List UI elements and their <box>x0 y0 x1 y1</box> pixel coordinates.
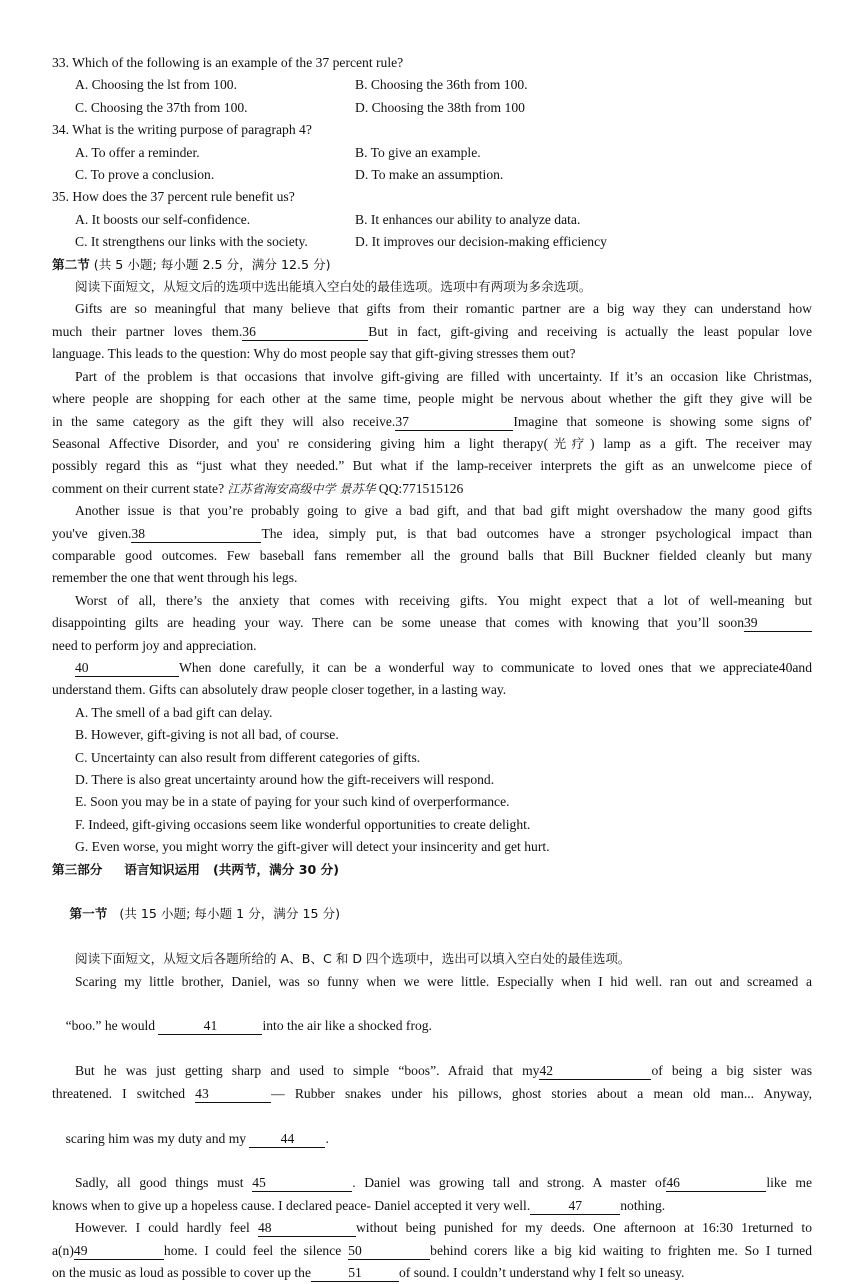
passage-line: remember the one that went through his legs. <box>52 570 298 586</box>
blank-46: 46 <box>666 1175 766 1192</box>
option-e: E. Soon you may be in a state of paying for your such kind of overperformance. <box>75 794 510 810</box>
question-33: 33. Which of the following is an example of the 37 percent rule? <box>52 55 404 70</box>
passage-line: Seasonal Affective Disorder, and you' re considering giving him a light therapy(光疗) lamp as a gift. The receiver may <box>52 435 812 451</box>
q33-options-row2 <box>52 97 812 119</box>
q35-option-b: B. It enhances our ability to analyze data. <box>355 211 581 227</box>
passage-line: threatened. I switched 43 — Rubber snakes under his pillows, ghost stories about a mean old man... Anyway, <box>52 1085 812 1101</box>
blank-39: 39 <box>744 615 812 632</box>
passage-line: possibly regard this as “just what they needed.” But what if the lamp-receiver interprets the gift as an unwelcome piece of <box>52 458 812 474</box>
q35-option-a: A. It boosts our self-confidence. <box>75 211 251 227</box>
passage-line: scaring him was my duty and my 44 . <box>65 1130 329 1146</box>
q34-option-c: C. To prove a conclusion. <box>75 167 215 183</box>
option-b: B. However, gift-giving is not all bad, of course. <box>75 727 339 743</box>
passage-line: disappointing gilts are heading your way. There can be some unease that comes with knowing that you’ll soon39 <box>52 612 812 634</box>
passage-line: you've given.38 The idea, simply put, is that bad outcomes have a stronger psychological impact than <box>52 525 812 541</box>
blank-47: 47 <box>530 1198 620 1215</box>
q35-option-d: D. It improves our decision-making efficiency <box>355 234 607 250</box>
section-3-1-instructions: 阅读下面短文，从短文后各题所给的 A、B、C 和 D 四个选项中，选出可以填入空白处的最佳选项。 <box>75 951 631 967</box>
passage-line: a(n)49 home. I could feel the silence 50 behind corers like a big kid waiting to frighten me. So I turned <box>52 1242 812 1258</box>
passage-line: on the music as loud as possible to cover up the 51 of sound. I couldn’t understand why I felt so uneasy. <box>52 1264 685 1280</box>
q33-options-row1 <box>52 74 812 96</box>
q34-option-d: D. To make an assumption. <box>355 167 504 183</box>
passage-line: Scaring my little brother, Daniel, was so funny when we were little. Especially when I hid well. ran out and screamed a <box>75 973 812 989</box>
blank-41: 41 <box>158 1018 262 1035</box>
blank-40: 40 <box>75 660 179 677</box>
q35-options-row2 <box>52 231 812 253</box>
blank-38: 38 <box>131 526 261 543</box>
question-35: 35. How does the 37 percent rule benefit us? <box>52 189 295 205</box>
option-c: C. Uncertainty can also result from different categories of gifts. <box>75 749 421 765</box>
q34-option-a: A. To offer a reminder. <box>75 144 200 160</box>
passage-line: knows when to give up a hopeless cause. I declared peace- Daniel accepted it very well. 47 nothing. <box>52 1197 666 1213</box>
q33-option-c: C. Choosing the 37th from 100. <box>75 99 248 115</box>
passage-line: Gifts are so meaningful that many believe that gifts from their romantic partner are a big way they can understand how <box>75 301 812 317</box>
q34-option-b: B. To give an example. <box>355 144 481 160</box>
section-2-heading <box>52 254 812 276</box>
option-f: F. Indeed, gift-giving occasions seem like wonderful opportunities to create delight. <box>75 816 531 832</box>
option-g: G. Even worse, you might worry the gift-giver will detect your insincerity and get hurt. <box>75 839 550 855</box>
q33-option-d: D. Choosing the 38th from 100 <box>355 99 525 115</box>
option-d: D. There is also great uncertainty around how the gift-receivers will respond. <box>75 772 495 787</box>
q33-option-a: A. Choosing the lst from 100. <box>75 77 237 93</box>
q34-options-row2 <box>52 164 812 186</box>
blank-49: 49 <box>74 1243 164 1260</box>
q33-option-b: B. Choosing the 36th from 100. <box>355 77 528 93</box>
passage-line: need to perform joy and appreciation. <box>52 637 257 653</box>
passage-line: in the same category as the gift they will also receive.37 Imagine that someone is showing some signs of' <box>52 413 812 429</box>
blank-42: 42 <box>539 1063 651 1080</box>
passage-line: comment on their current state? 江苏省海安高级中学 景苏华 QQ:771515126 <box>52 480 464 496</box>
section-3-1-info: (共 15 小题; 每小题 1 分，满分 15 分) <box>107 906 341 922</box>
blank-37: 37 <box>395 414 513 431</box>
passage-line: language. This leads to the question: Why do most people say that gift-giving stresses them out? <box>52 346 576 362</box>
q35-option-c: C. It strengthens our links with the society. <box>75 234 308 250</box>
passage-line: Sadly, all good things must 45 . Daniel was growing tall and strong. A master of46 like me <box>75 1175 813 1191</box>
section-3-1-heading <box>52 881 812 948</box>
watermark-text: 江苏省海安高级中学 景苏华 <box>227 481 376 496</box>
question-34: 34. What is the writing purpose of paragraph 4? <box>52 122 312 138</box>
passage-line: understand them. Gifts can absolutely draw people closer together, in a lasting way. <box>52 682 507 698</box>
exam-page <box>52 52 812 1284</box>
blank-45: 45 <box>252 1175 352 1192</box>
passage-line: Part of the problem is that occasions that involve gift-giving are filled with uncertainty. If it’s an occasion like Christmas, <box>75 368 812 384</box>
passage-line: Worst of all, there’s the anxiety that comes with receiving gifts. You might expect that a lot of well-meaning but <box>75 592 812 608</box>
blank-44: 44 <box>249 1131 325 1148</box>
blank-36: 36 <box>242 324 368 341</box>
section-2-instructions: 阅读下面短文，从短文后的选项中选出能填入空白处的最佳选项。选项中有两项为多余选项。 <box>75 279 592 295</box>
blank-43: 43 <box>195 1086 271 1103</box>
passage-line: much their partner loves them.36 But in fact, gift-giving and receiving is actually the least popular love <box>52 323 812 339</box>
option-a: A. The smell of a bad gift can delay. <box>75 704 273 720</box>
passage-line: Another issue is that you’re probably going to give a bad gift, and that bad gift might overshadow the many good gifts <box>75 503 812 519</box>
passage-line: 40 When done carefully, it can be a wonderful way to communicate to loved ones that we appreciate40and <box>75 659 812 675</box>
passage-line: However. I could hardly feel 48 without being punished for my deeds. One afternoon at 16:30 1returned to <box>75 1220 812 1236</box>
passage-line: where people are shopping for each other at the same time, people might be nervous about whether the gift they give will be <box>52 391 812 407</box>
passage-line: But he was just getting sharp and used to simple “boos”. Afraid that my42 of being a big sister was <box>75 1063 812 1079</box>
blank-51: 51 <box>311 1265 399 1282</box>
part-3-heading: 第三部分 语言知识运用 (共两节，满分 30 分) <box>52 861 339 877</box>
passage-line: comparable good outcomes. Few baseball fans remember all the ground balls that Bill Buckner fielded cleanly but many <box>52 547 812 563</box>
section-2-title: 第二节 <box>52 256 90 272</box>
q34-options-row1 <box>52 142 812 164</box>
blank-48: 48 <box>258 1220 356 1237</box>
section-3-1-title: 第一节 <box>69 906 108 922</box>
passage-line: “boo.” he would 41 into the air like a shocked frog. <box>65 1018 432 1034</box>
blank-50: 50 <box>348 1243 430 1260</box>
q35-options-row1 <box>52 209 812 231</box>
section-2-info: (共 5 小题; 每小题 2.5 分，满分 12.5 分) <box>89 256 331 272</box>
